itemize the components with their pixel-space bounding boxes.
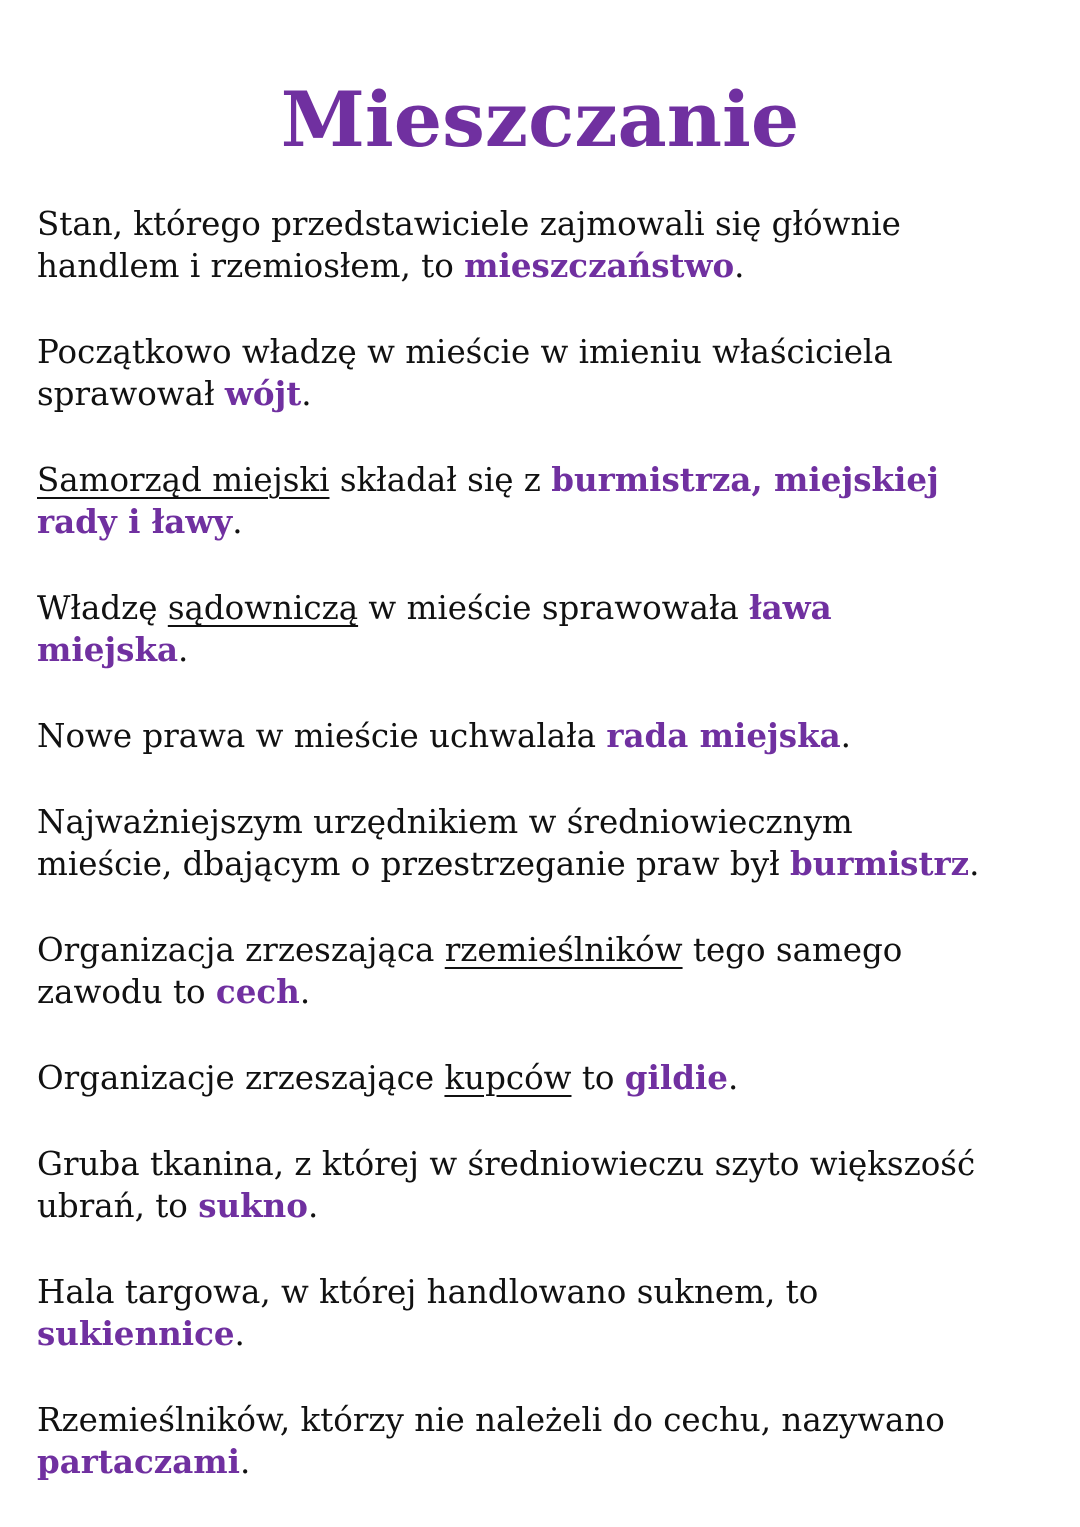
note-line — [37, 203, 1057, 245]
note-paragraph — [37, 715, 1057, 757]
note-paragraph — [37, 587, 1057, 671]
note-line — [37, 929, 1057, 971]
text-segment: składał się z — [329, 461, 552, 499]
text-segment: handlem i rzemiosłem, to — [37, 247, 465, 285]
text-segment: mieście, dbającym o przestrzeganie praw był — [37, 845, 790, 883]
underlined-term: kupców — [444, 1059, 572, 1097]
notes-list — [37, 203, 1057, 1527]
text-segment: . — [240, 1443, 251, 1481]
note-paragraph — [37, 1271, 1057, 1355]
note-line — [37, 801, 1057, 843]
note-paragraph — [37, 1057, 1057, 1099]
text-segment: Hala targowa, w której handlowano suknem, to — [37, 1273, 819, 1311]
text-segment: Organizacja zrzeszająca — [37, 931, 445, 969]
note-line — [37, 587, 1057, 629]
text-segment: Nowe prawa w mieście uchwalała — [37, 717, 607, 755]
note-paragraph — [37, 1143, 1057, 1227]
note-line — [37, 373, 1057, 415]
note-line — [37, 1185, 1057, 1227]
note-paragraph — [37, 1399, 1057, 1483]
text-segment: . — [307, 1187, 319, 1225]
text-segment: . — [301, 375, 312, 413]
text-segment: . — [969, 845, 980, 883]
text-segment: Władzę — [37, 589, 168, 627]
note-line — [37, 715, 1057, 757]
text-segment: Najważniejszym urzędnikiem w średniowiecznym — [37, 803, 853, 841]
note-paragraph — [37, 929, 1057, 1013]
note-line — [37, 501, 1057, 543]
text-segment: w mieście sprawowała — [358, 589, 750, 627]
underlined-term: rzemieślników — [444, 931, 683, 969]
note-paragraph — [37, 801, 1057, 885]
text-segment: tego samego — [682, 931, 903, 969]
key-term: partaczami — [37, 1442, 241, 1481]
note-paragraph — [37, 459, 1057, 543]
text-segment: . — [232, 503, 243, 541]
text-segment: . — [734, 247, 745, 285]
text-segment: . — [840, 717, 852, 755]
text-segment: Początkowo władzę w mieście w imieniu właściciela — [37, 333, 893, 371]
note-line — [37, 629, 1057, 671]
text-segment: . — [234, 1315, 245, 1353]
key-term: cech — [215, 972, 300, 1011]
key-term: wójt — [224, 374, 302, 413]
key-term: ława — [749, 588, 832, 627]
text-segment: sprawował — [37, 375, 225, 413]
text-segment: Stan, którego przedstawiciele zajmowali się głównie — [37, 205, 901, 243]
key-term: sukiennice — [37, 1314, 235, 1353]
note-line — [37, 459, 1057, 501]
text-segment: . — [299, 973, 311, 1011]
text-segment: Organizacje zrzeszające — [37, 1059, 445, 1097]
key-term: miejska — [37, 630, 179, 669]
key-term: rady i ławy — [37, 502, 233, 541]
note-line — [37, 1313, 1057, 1355]
note-paragraph — [37, 203, 1057, 287]
note-line — [37, 331, 1057, 373]
note-paragraph — [37, 331, 1057, 415]
underlined-term: Samorząd miejski — [37, 461, 330, 499]
note-line — [37, 1399, 1057, 1441]
note-line — [37, 1271, 1057, 1313]
text-segment: Rzemieślników, którzy nie należeli do cechu, nazywano — [37, 1401, 945, 1439]
note-line — [37, 245, 1057, 287]
key-term: burmistrz — [789, 844, 970, 883]
key-term: sukno — [198, 1186, 308, 1225]
key-term: burmistrza, miejskiej — [551, 460, 939, 499]
note-line — [37, 1057, 1057, 1099]
key-term: rada miejska — [606, 716, 841, 755]
note-line — [37, 1143, 1057, 1185]
text-segment: Gruba tkanina, z której w średniowieczu szyto większość — [37, 1145, 976, 1183]
key-term: mieszczaństwo — [464, 246, 735, 285]
note-line — [37, 971, 1057, 1013]
text-segment: . — [178, 631, 189, 669]
key-term: gildie — [624, 1058, 728, 1097]
text-segment: to — [571, 1059, 625, 1097]
underlined-term: sądowniczą — [167, 589, 359, 627]
note-line — [37, 843, 1057, 885]
note-line — [37, 1441, 1057, 1483]
text-segment: zawodu to — [37, 973, 216, 1011]
page-title: Mieszczanie — [280, 75, 800, 164]
text-segment: ubrań, to — [37, 1187, 199, 1225]
text-segment: . — [727, 1059, 739, 1097]
